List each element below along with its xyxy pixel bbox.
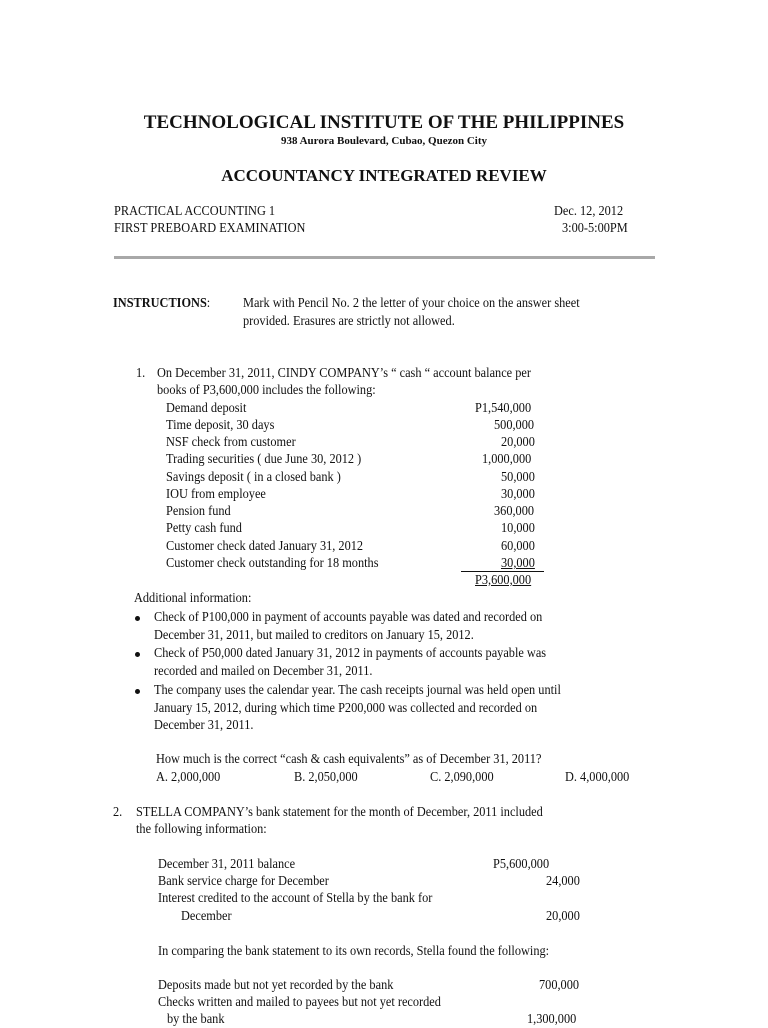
subject-name: PRACTICAL ACCOUNTING 1: [114, 204, 276, 219]
instructions-label: INSTRUCTIONS: [113, 296, 207, 311]
bullet-dot: [135, 652, 140, 657]
q1-additional-label: Additional information:: [134, 591, 252, 606]
q1-item-value: 360,000: [494, 504, 535, 519]
q2-item-label: Bank service charge for December: [158, 874, 329, 889]
q1-bullet-line: The company uses the calendar year. The cash receipts journal was held open until: [154, 683, 561, 698]
instructions-line1: Mark with Pencil No. 2 the letter of your choice on the answer sheet: [243, 296, 580, 311]
q1-number: 1.: [136, 366, 146, 381]
exam-time: 3:00-5:00PM: [562, 221, 628, 236]
q1-item-value: 10,000: [501, 521, 535, 536]
q2-item2-value: 1,300,000: [527, 1012, 577, 1027]
q2-text-line1: STELLA COMPANY’s bank statement for the month of December, 2011 included: [136, 805, 543, 820]
q1-item-value: 500,000: [494, 418, 535, 433]
q2-item2-label: Checks written and mailed to payees but not yet recorded: [158, 995, 441, 1010]
exam-name: FIRST PREBOARD EXAMINATION: [114, 221, 306, 236]
q2-item-label: Interest credited to the account of Stella by the bank for: [158, 891, 433, 906]
q1-item-label: IOU from employee: [166, 487, 266, 502]
q1-item-value: 50,000: [501, 470, 535, 485]
q2-comparing: In comparing the bank statement to its own records, Stella found the following:: [158, 944, 550, 959]
q1-bullet-line: December 31, 2011, but mailed to creditors on January 15, 2012.: [154, 628, 474, 643]
q2-item-label: December 31, 2011 balance: [158, 857, 296, 872]
institution-address: 938 Aurora Boulevard, Cubao, Quezon City: [280, 135, 488, 147]
institution-title: TECHNOLOGICAL INSTITUTE OF THE PHILIPPINES: [143, 112, 625, 133]
q1-item-label: Trading securities ( due June 30, 2012 ): [166, 452, 362, 467]
exam-date: Dec. 12, 2012: [554, 204, 624, 219]
q2-text-line2: the following information:: [136, 822, 267, 837]
q1-item-value: 1,000,000: [482, 452, 532, 467]
q2-item-value: 20,000: [546, 909, 580, 924]
q1-item-label: Petty cash fund: [166, 521, 242, 536]
q1-item-label: Demand deposit: [166, 401, 247, 416]
q2-number: 2.: [113, 805, 123, 820]
bullet-dot: [135, 689, 140, 694]
q1-item-value: 60,000: [501, 539, 535, 554]
q1-item-value: 30,000: [501, 487, 535, 502]
q1-item-value: 30,000: [501, 556, 535, 571]
q2-item-value: P5,600,000: [493, 857, 550, 872]
q1-item-label: Pension fund: [166, 504, 231, 519]
bullet-dot: [135, 616, 140, 621]
review-title: ACCOUNTANCY INTEGRATED REVIEW: [221, 166, 547, 185]
q1-choice-c: C. 2,090,000: [430, 770, 494, 785]
q1-choice-d: D. 4,000,000: [565, 770, 630, 785]
header-divider: [114, 256, 655, 259]
q2-item-value: 24,000: [546, 874, 580, 889]
q1-bullet-line: January 15, 2012, during which time P200,000 was collected and recorded on: [154, 701, 538, 716]
q2-item2-label: Deposits made but not yet recorded by the bank: [158, 978, 394, 993]
instructions-line2: provided. Erasures are strictly not allowed.: [243, 314, 455, 329]
q1-choice-b: B. 2,050,000: [294, 770, 358, 785]
q1-item-value: P1,540,000: [475, 401, 532, 416]
instructions-block: [113, 296, 210, 312]
q1-bullet-line: Check of P50,000 dated January 31, 2012 in payments of accounts payable was: [154, 646, 547, 661]
q1-item-label: Customer check outstanding for 18 months: [166, 556, 379, 571]
q1-bullet-line: recorded and mailed on December 31, 2011.: [154, 664, 373, 679]
q1-item-value: 20,000: [501, 435, 535, 450]
q1-text-line1: On December 31, 2011, CINDY COMPANY’s “ cash “ account balance per: [157, 366, 531, 381]
q1-bullet-line: Check of P100,000 in payment of accounts payable was dated and recorded on: [154, 610, 543, 625]
q1-question: How much is the correct “cash & cash equivalents” as of December 31, 2011?: [156, 752, 542, 767]
instructions-colon: :: [206, 296, 211, 311]
q1-item-label: Time deposit, 30 days: [166, 418, 275, 433]
q1-text-line2: books of P3,600,000 includes the following:: [157, 383, 376, 398]
q1-item-label: Customer check dated January 31, 2012: [166, 539, 364, 554]
q2-item2-label: by the bank: [167, 1012, 225, 1027]
q1-total: P3,600,000: [475, 573, 532, 588]
q1-bullet-line: December 31, 2011.: [154, 718, 254, 733]
q1-choice-a: A. 2,000,000: [156, 770, 221, 785]
q1-total-rule: [461, 571, 544, 572]
q1-item-label: Savings deposit ( in a closed bank ): [166, 470, 341, 485]
q2-item2-value: 700,000: [539, 978, 580, 993]
q1-item-label: NSF check from customer: [166, 435, 296, 450]
q2-item-label: December: [181, 909, 232, 924]
